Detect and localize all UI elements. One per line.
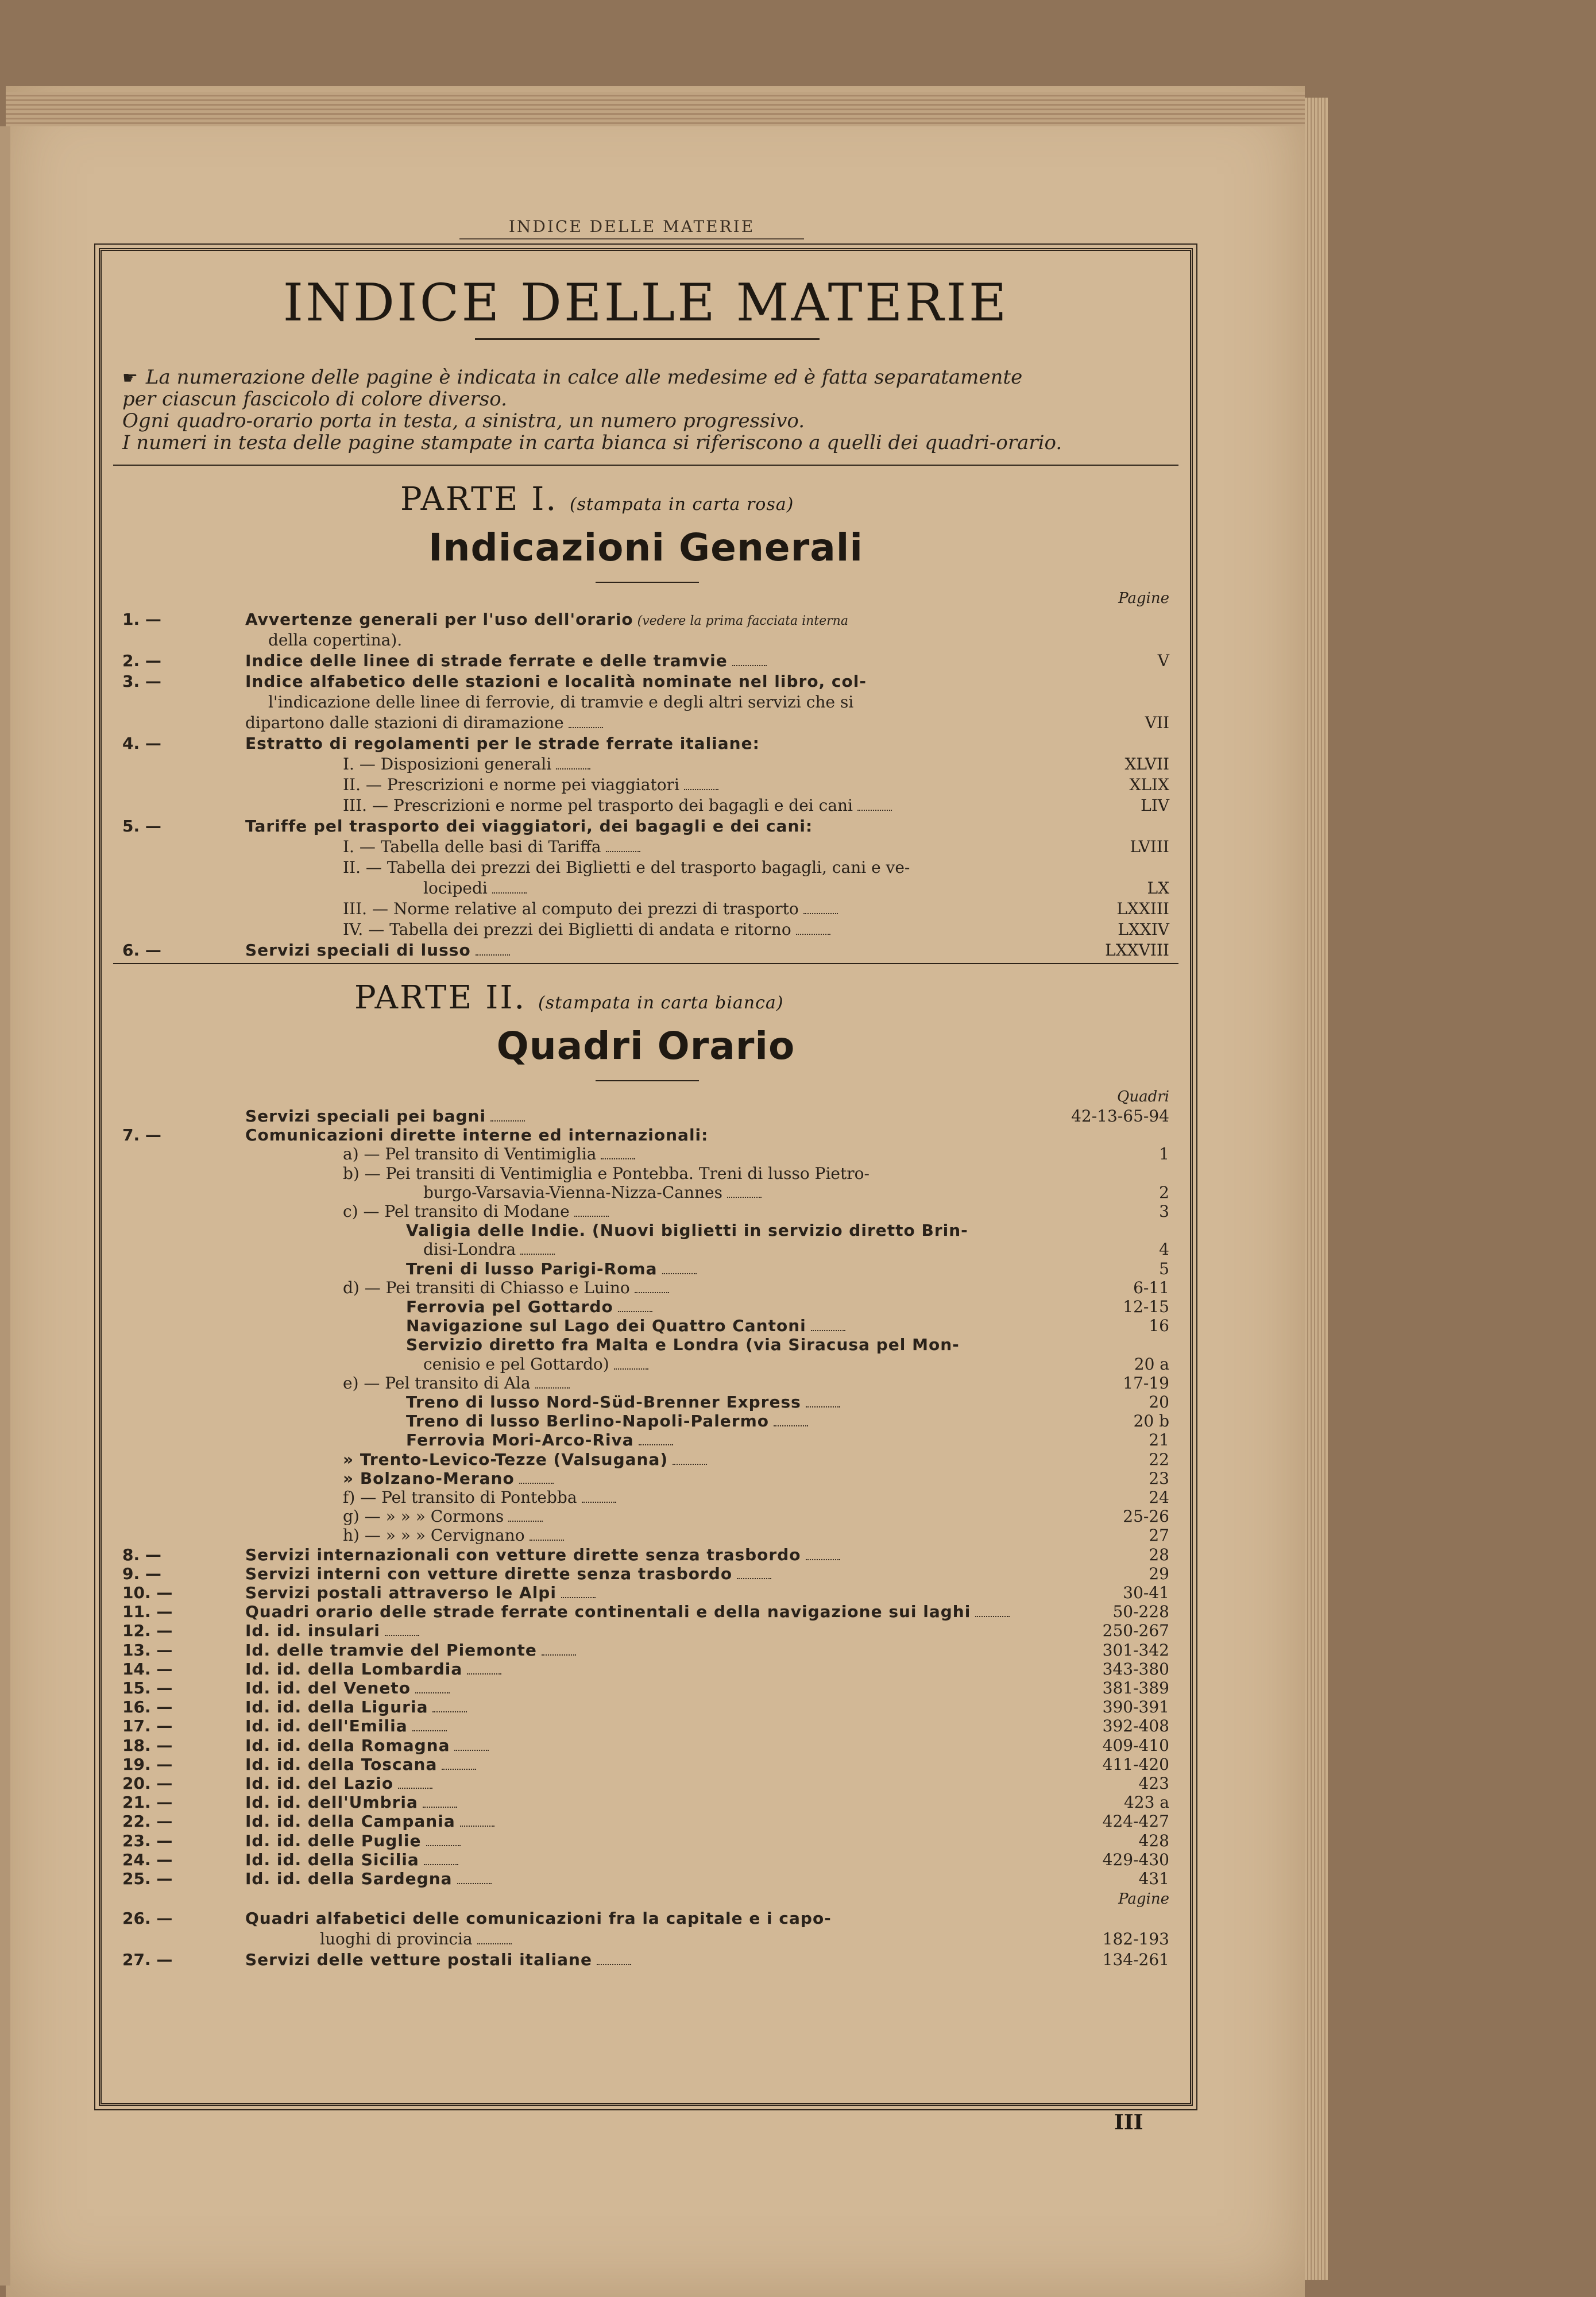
entry-page: 30-41 — [1123, 1583, 1169, 1602]
entry-page: 24 — [1149, 1488, 1169, 1507]
entry-text: Id. id. dell'Emilia — [245, 1716, 1072, 1735]
entry-page: 423 — [1138, 1774, 1169, 1793]
entry-number: 13. — — [122, 1640, 173, 1660]
entry-page: XLIX — [1129, 775, 1169, 794]
entry-page: 42-13-65-94 — [1071, 1107, 1169, 1126]
entry-page: 409-410 — [1102, 1735, 1169, 1755]
index-entry — [102, 796, 1190, 814]
entry-number: 15. — — [122, 1679, 173, 1697]
title-rule — [475, 338, 820, 340]
entry-text: Servizio diretto fra Malta e Londra (via Siracusa pel Mon- — [406, 1335, 960, 1355]
entry-number: 8. — — [122, 1545, 161, 1564]
entry-text: Ferrovia pel Gottardo — [406, 1297, 1233, 1316]
entry-text: Id. id. del Lazio — [245, 1774, 1072, 1793]
entry-text: e) — Pel transito di Ala — [343, 1374, 1170, 1393]
intro-line-1: ☛ La numerazione delle pagine è indicata in calce alle medesime ed è fatta separatamente — [122, 366, 1023, 389]
entry-text: disi-Londra — [423, 1240, 1250, 1259]
entry-text: a) — Pel transito di Ventimiglia — [343, 1144, 1170, 1163]
part1-section-title: Indicazioni Generali — [428, 525, 864, 570]
entry-text: Estratto di regolamenti per le strade ferrate italiane: — [245, 734, 760, 753]
entry-number: 21. — — [122, 1793, 173, 1812]
index-entry — [102, 1697, 1190, 1716]
entry-text: Servizi internazionali con vetture dirette senza trasbordo — [245, 1545, 1072, 1564]
entry-page: 28 — [1149, 1545, 1169, 1564]
entry-text: Comunicazioni dirette interne ed internazionali: — [245, 1126, 709, 1145]
entry-page: V — [1157, 651, 1169, 670]
entry-page: LXXVIII — [1105, 941, 1169, 960]
entry-number: 26. — — [122, 1909, 173, 1928]
index-entry — [102, 693, 1190, 711]
entry-page: 20 — [1149, 1393, 1169, 1412]
top-page-edges — [6, 92, 1305, 126]
entry-page: LXXIII — [1116, 899, 1169, 918]
entry-page: 424-427 — [1102, 1812, 1169, 1831]
entry-number: 3. — — [122, 672, 161, 691]
part2-section-rule — [596, 1080, 699, 1081]
index-entry — [102, 1297, 1190, 1316]
entry-page: 17-19 — [1123, 1373, 1169, 1393]
index-entry — [102, 775, 1190, 794]
index-entry — [102, 1564, 1190, 1583]
index-entry — [102, 1259, 1190, 1278]
index-entry — [102, 1621, 1190, 1639]
entry-text: Id. delle tramvie del Piemonte — [245, 1641, 1072, 1660]
index-entry — [102, 1583, 1190, 1602]
entry-text: f) — Pel transito di Pontebba — [343, 1488, 1170, 1507]
entry-text: II. — Tabella dei prezzi dei Biglietti e del trasporto bagagli, cani e ve- — [343, 858, 910, 877]
entry-number: 6. — — [122, 941, 161, 960]
entry-page: 343-380 — [1102, 1659, 1169, 1679]
index-entry — [102, 837, 1190, 856]
entry-number: 1. — — [122, 610, 161, 629]
entry-number: 5. — — [122, 817, 161, 836]
index-entry — [102, 1240, 1190, 1258]
entry-page: 27 — [1149, 1526, 1169, 1545]
entry-page: XLVII — [1124, 755, 1169, 774]
index-entry — [102, 1335, 1190, 1354]
index-entry — [102, 1831, 1190, 1850]
entry-text: Id. id. insulari — [245, 1621, 1072, 1640]
entry-page: 134-261 — [1102, 1950, 1169, 1970]
entry-text: Id. id. della Sardegna — [245, 1869, 1072, 1888]
entry-text: Id. id. della Lombardia — [245, 1660, 1072, 1679]
intro-line-2: per ciascun fascicolo di colore diverso. — [122, 388, 507, 411]
entry-text: Quadri orario delle strade ferrate continentali e della navigazione sui laghi — [245, 1602, 1072, 1621]
entry-text: Id. id. dell'Umbria — [245, 1793, 1072, 1812]
entry-text: b) — Pei transiti di Ventimiglia e Pontebba. Treni di lusso Pietro- — [343, 1163, 870, 1183]
entry-text: » Trento-Levico-Tezze (Valsugana) — [343, 1450, 1170, 1469]
entry-text: Id. id. delle Puglie — [245, 1831, 1072, 1850]
index-entry — [102, 879, 1190, 897]
index-entry — [102, 1602, 1190, 1621]
part2-heading: PARTE II. (stampata in carta bianca) — [354, 979, 784, 1016]
index-entry — [102, 899, 1190, 918]
entry-text: IV. — Tabella dei prezzi dei Biglietti di andata e ritorno — [343, 920, 1170, 939]
index-entry — [102, 1793, 1190, 1811]
index-entry — [102, 1412, 1190, 1430]
entry-number: 27. — — [122, 1950, 173, 1970]
entry-number: 25. — — [122, 1869, 173, 1888]
entry-page: LIV — [1141, 796, 1169, 815]
index-entry — [102, 1278, 1190, 1297]
entry-page: 20 b — [1133, 1412, 1169, 1431]
entry-text: II. — Prescrizioni e norme pei viaggiatori — [343, 775, 1170, 794]
entry-text: l'indicazione delle linee di ferrovie, di tramvie e degli altri servizi che si — [268, 693, 854, 711]
part2-section-title: Quadri Orario — [496, 1024, 795, 1068]
page-edges — [1305, 98, 1328, 2280]
entry-page: 6-11 — [1133, 1278, 1169, 1297]
entry-text: Servizi interni con vetture dirette senza trasbordo — [245, 1564, 1072, 1583]
entry-page: 392-408 — [1102, 1716, 1169, 1736]
intro-rule — [113, 465, 1178, 466]
entry-text: della copertina). — [268, 631, 403, 649]
page-title: INDICE DELLE MATERIE — [283, 273, 1009, 333]
index-entry — [102, 1716, 1190, 1735]
index-entry — [102, 1221, 1190, 1239]
entry-text: g) — » » » Cormons — [343, 1507, 1170, 1526]
index-entry — [102, 610, 1190, 628]
entry-page: 23 — [1149, 1468, 1169, 1488]
index-entry — [102, 1393, 1190, 1411]
entry-text: Id. id. della Liguria — [245, 1697, 1072, 1716]
entry-text: Ferrovia Mori-Arco-Riva — [406, 1430, 1233, 1449]
entry-number: 2. — — [122, 651, 161, 670]
entry-text: Indice alfabetico delle stazioni e località nominate nel libro, col- — [245, 672, 867, 691]
index-entry — [102, 1929, 1190, 1948]
index-entry — [102, 1545, 1190, 1564]
entry-page: 29 — [1149, 1564, 1169, 1583]
entry-text: Servizi speciali pei bagni — [245, 1107, 1072, 1126]
entry-text: luoghi di provincia — [320, 1929, 1147, 1948]
entry-text: III. — Prescrizioni e norme pel trasporto dei bagagli e dei cani — [343, 796, 1170, 815]
index-frame — [99, 248, 1193, 2106]
entry-text: c) — Pel transito di Modane — [343, 1202, 1170, 1221]
index-entry — [102, 1183, 1190, 1201]
index-entry — [102, 1909, 1190, 1927]
entry-text: I. — Disposizioni generali — [343, 755, 1170, 774]
entry-text: Navigazione sul Lago dei Quattro Cantoni — [406, 1316, 1233, 1335]
intro-line-4: I numeri in testa delle pagine stampate in carta bianca si riferiscono a quelli dei quadri-orario. — [122, 431, 1062, 454]
index-entry — [102, 651, 1190, 670]
entry-text: Tariffe pel trasporto dei viaggiatori, dei bagagli e dei cani: — [245, 817, 813, 836]
entry-page: LXXIV — [1118, 920, 1169, 939]
entry-text: Treno di lusso Berlino-Napoli-Palermo — [406, 1412, 1233, 1430]
index-entry — [102, 672, 1190, 690]
index-entry — [102, 1126, 1190, 1144]
part2-col-label: Quadri — [1117, 1088, 1169, 1105]
entry-number: 24. — — [122, 1850, 173, 1869]
entry-text: cenisio e pel Gottardo) — [423, 1355, 1250, 1374]
index-entry — [102, 941, 1190, 959]
index-entry — [102, 1450, 1190, 1468]
index-entry — [102, 1869, 1190, 1888]
index-entry — [102, 1641, 1190, 1659]
part1-col-label: Pagine — [1118, 590, 1169, 607]
index-entry — [102, 1202, 1190, 1220]
index-entry — [102, 734, 1190, 752]
entry-page: 301-342 — [1102, 1640, 1169, 1660]
entry-page: 431 — [1138, 1869, 1169, 1888]
index-entry — [102, 1679, 1190, 1697]
index-entry — [102, 713, 1190, 732]
entry-page: 12-15 — [1123, 1297, 1169, 1316]
entry-number: 11. — — [122, 1602, 173, 1622]
index-entry — [102, 1144, 1190, 1163]
entry-text: Valigia delle Indie. (Nuovi biglietti in servizio diretto Brin- — [406, 1221, 968, 1240]
index-entry — [102, 1164, 1190, 1182]
entry-number: 4. — — [122, 734, 161, 753]
entry-page: 50-228 — [1112, 1602, 1169, 1622]
entry-number: 22. — — [122, 1812, 173, 1831]
entry-text: I. — Tabella delle basi di Tariffa — [343, 837, 1170, 856]
index-entry — [102, 1660, 1190, 1678]
entry-number: 14. — — [122, 1659, 173, 1679]
index-entry — [102, 1430, 1190, 1449]
entry-page: 2 — [1159, 1182, 1169, 1202]
index-entry — [102, 1774, 1190, 1792]
entry-text: Id. id. della Toscana — [245, 1755, 1072, 1774]
entry-page: 20 a — [1134, 1354, 1169, 1374]
entry-text: locipedi — [423, 879, 1250, 898]
entry-page: 381-389 — [1102, 1679, 1169, 1697]
entry-text: III. — Norme relative al computo dei prezzi di trasporto — [343, 899, 1170, 918]
entry-text: Servizi speciali di lusso — [245, 941, 1072, 960]
entry-text: Servizi postali attraverso le Alpi — [245, 1583, 1072, 1602]
entry-number: 23. — — [122, 1831, 173, 1850]
entry-text: » Bolzano-Merano — [343, 1469, 1170, 1488]
intro-line-3: Ogni quadro-orario porta in testa, a sinistra, un numero progressivo. — [122, 409, 805, 432]
entry-number: 16. — — [122, 1697, 173, 1717]
entry-page: LVIII — [1130, 837, 1169, 856]
part1-section-rule — [596, 582, 699, 583]
index-entry — [102, 1507, 1190, 1525]
entry-text: Servizi delle vetture postali italiane — [245, 1950, 1072, 1969]
entry-page: 429-430 — [1102, 1850, 1169, 1869]
index-entry — [102, 1812, 1190, 1830]
index-entry — [102, 817, 1190, 835]
entry-number: 20. — — [122, 1774, 173, 1793]
index-entry — [102, 1488, 1190, 1506]
index-entry — [102, 920, 1190, 938]
index-entry — [102, 1107, 1190, 1125]
entry-text: Treno di lusso Nord-Süd-Brenner Express — [406, 1393, 1233, 1412]
entry-page: 3 — [1159, 1202, 1169, 1221]
entry-text: Id. id. della Sicilia — [245, 1850, 1072, 1869]
entry-number: 18. — — [122, 1735, 173, 1755]
entry-text: dipartono dalle stazioni di diramazione — [245, 713, 1072, 732]
index-entry — [102, 1736, 1190, 1754]
index-entry — [102, 1374, 1190, 1392]
index-entry — [102, 858, 1190, 876]
entry-page: 25-26 — [1123, 1507, 1169, 1526]
entry-page: 423 a — [1123, 1793, 1169, 1812]
part2-col-label-pagine: Pagine — [1118, 1890, 1169, 1908]
entry-text: Id. id. della Romagna — [245, 1736, 1072, 1755]
entry-page: 21 — [1149, 1430, 1169, 1450]
entry-text: Treni di lusso Parigi-Roma — [406, 1259, 1233, 1278]
binding-edge — [0, 126, 10, 2286]
index-entry — [102, 1316, 1190, 1335]
pointing-hand-icon: ☛ — [122, 368, 138, 388]
entry-number: 19. — — [122, 1754, 173, 1774]
entry-page: 411-420 — [1102, 1754, 1169, 1774]
entry-text: Id. id. della Campania — [245, 1812, 1072, 1831]
index-entry — [102, 1950, 1190, 1969]
part1-heading: PARTE I. (stampata in carta rosa) — [400, 481, 794, 518]
entry-page: 428 — [1138, 1831, 1169, 1850]
entry-text: Indice delle linee di strade ferrate e delle tramvie — [245, 651, 1072, 670]
entry-page: 4 — [1159, 1240, 1169, 1259]
entry-text: Quadri alfabetici delle comunicazioni fra la capitale e i capo- — [245, 1909, 832, 1928]
entry-text: Id. id. del Veneto — [245, 1679, 1072, 1697]
entry-number: 12. — — [122, 1621, 173, 1641]
entry-page: 22 — [1149, 1449, 1169, 1469]
entry-page: 16 — [1149, 1316, 1169, 1336]
index-entry — [102, 1469, 1190, 1487]
entry-page: 182-193 — [1102, 1929, 1169, 1949]
entry-text: d) — Pei transiti di Chiasso e Luino — [343, 1278, 1170, 1297]
page-folio: III — [1114, 2110, 1143, 2134]
entry-page: VII — [1145, 713, 1169, 732]
entry-page: LX — [1147, 879, 1169, 898]
entry-text: h) — » » » Cervignano — [343, 1526, 1170, 1545]
entry-page: 250-267 — [1102, 1621, 1169, 1641]
entry-number: 10. — — [122, 1583, 173, 1602]
running-head: INDICE DELLE MATERIE — [459, 217, 804, 239]
index-entry — [102, 631, 1190, 649]
entry-number: 9. — — [122, 1564, 161, 1583]
entry-page: 390-391 — [1102, 1697, 1169, 1717]
index-entry — [102, 1355, 1190, 1373]
entry-number: 17. — — [122, 1716, 173, 1736]
entry-page: 1 — [1159, 1144, 1169, 1164]
index-entry — [102, 1755, 1190, 1773]
part-divider — [113, 963, 1178, 964]
index-entry — [102, 1850, 1190, 1869]
entry-number: 7. — — [122, 1126, 161, 1145]
entry-page: 5 — [1159, 1259, 1169, 1278]
entry-text: burgo-Varsavia-Vienna-Nizza-Cannes — [423, 1183, 1250, 1202]
entry-text: Avvertenze generali per l'uso dell'orario (vedere la prima facciata interna — [245, 610, 848, 629]
index-entry — [102, 755, 1190, 773]
index-entry — [102, 1526, 1190, 1544]
